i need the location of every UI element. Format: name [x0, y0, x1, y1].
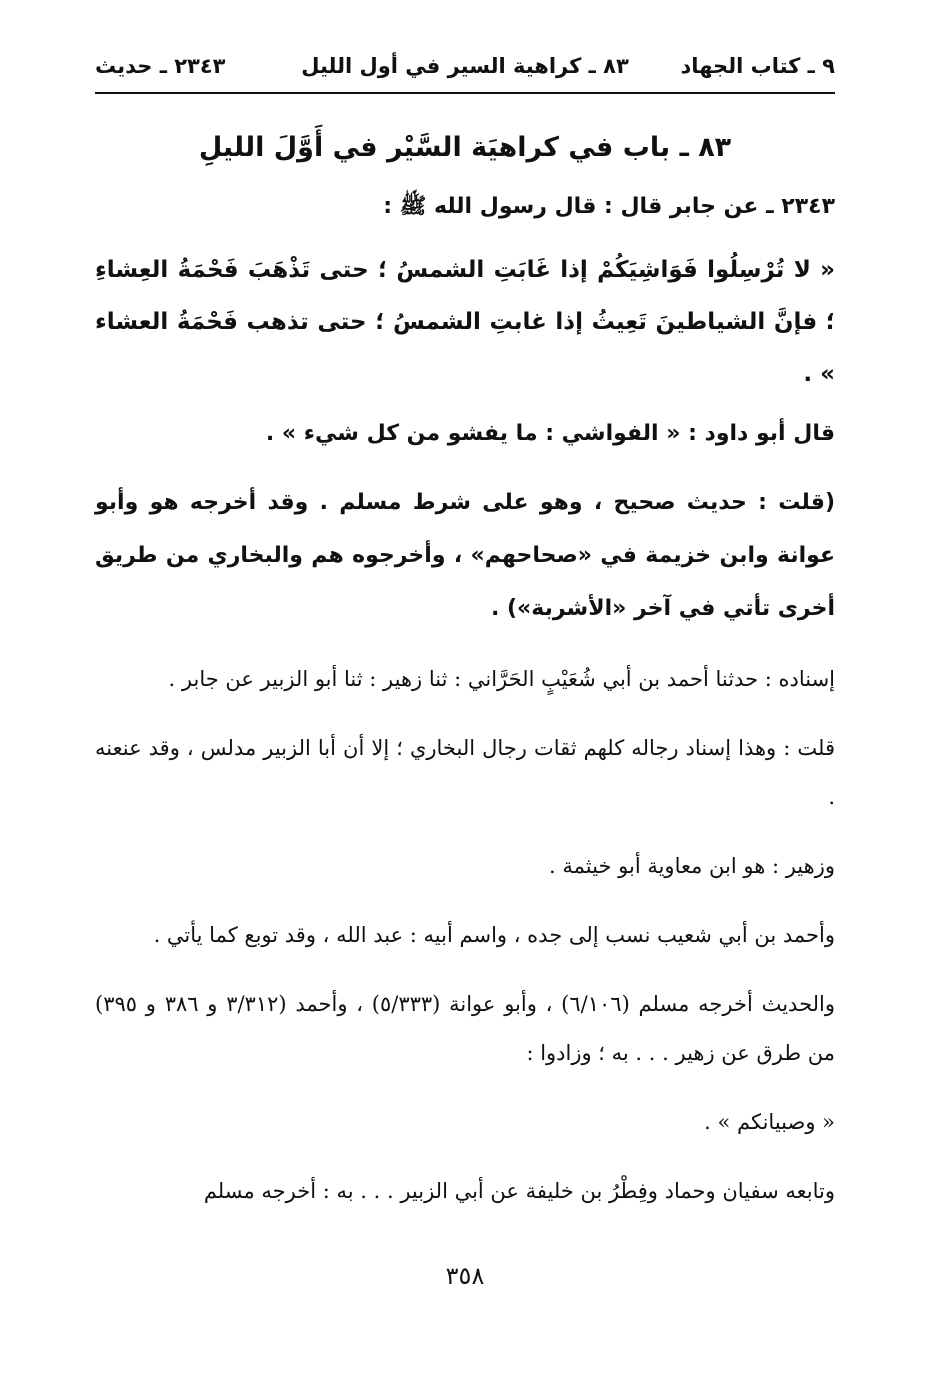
grading-paragraph: (قلت : حديث صحيح ، وهو على شرط مسلم . وقد أخرجه هو وأبو عوانة وابن خزيمة في «صحاحهم» ، وأخرجوه هم والبخاري من طريق أخرى تأتي في آخر «الأشربة») .	[95, 490, 835, 621]
header-book-title: ٩ ـ كتاب الجهاد	[680, 54, 835, 78]
note-isnad: إسناده : حدثنا أحمد بن أبي شُعَيْبٍ الحَرَّاني : ثنا زهير : ثنا أبو الزبير عن جابر .	[168, 667, 835, 691]
chapter-heading: ٨٣ ـ باب في كراهيَة السَّيْر في أَوَّلَ الليلِ	[198, 132, 732, 163]
hadith-text: « لا تُرْسِلُوا فَوَاشِيَكُمْ إذا غَابَتِ الشمسُ ؛ حتى تَذْهَبَ فَحْمَةُ العِشاءِ ؛ فإنَّ الشياطينَ تَعِيثُ إذا غابتِ الشمسُ ؛ حتى تذهب فَحْمَةُ العشاء » .	[95, 257, 835, 387]
abu-dawud-note: قال أبو داود : « الفواشي : ما يفشو من كل شيء » .	[265, 421, 835, 446]
running-header	[95, 40, 835, 94]
page-number: ٣٥٨	[445, 1262, 485, 1290]
note-ahmad: وأحمد بن أبي شعيب نسب إلى جده ، واسم أبيه : عبد الله ، وقد توبع كما يأتي .	[153, 923, 835, 947]
note-narrators: قلت : وهذا إسناد رجاله كلهم ثقات رجال البخاري ؛ إلا أن أبا الزبير مدلس ، وقد عنعنه .	[95, 736, 835, 809]
hadith-intro: ٢٣٤٣ ـ عن جابر قال : قال رسول الله ﷺ :	[383, 194, 835, 219]
note-addition: « وصبيانكم » .	[704, 1110, 835, 1134]
header-hadith-ref: ٢٣٤٣ ـ حديث	[95, 54, 226, 78]
note-mutabaah: وتابعه سفيان وحماد وفِطْرُ بن خليفة عن أبي الزبير . . . به : أخرجه مسلم	[203, 1179, 835, 1203]
note-zuhayr: وزهير : هو ابن معاوية أبو خيثمة .	[549, 854, 835, 878]
book-page	[95, 40, 835, 1360]
header-chapter-title: ٨٣ ـ كراهية السير في أول الليل	[301, 54, 629, 78]
note-takhrij: والحديث أخرجه مسلم (٦/١٠٦) ، وأبو عوانة (٥/٣٣٣) ، وأحمد (٣/٣١٢ و ٣٨٦ و ٣٩٥) من طرق عن زهير . . . به ؛ وزادوا :	[95, 992, 835, 1065]
